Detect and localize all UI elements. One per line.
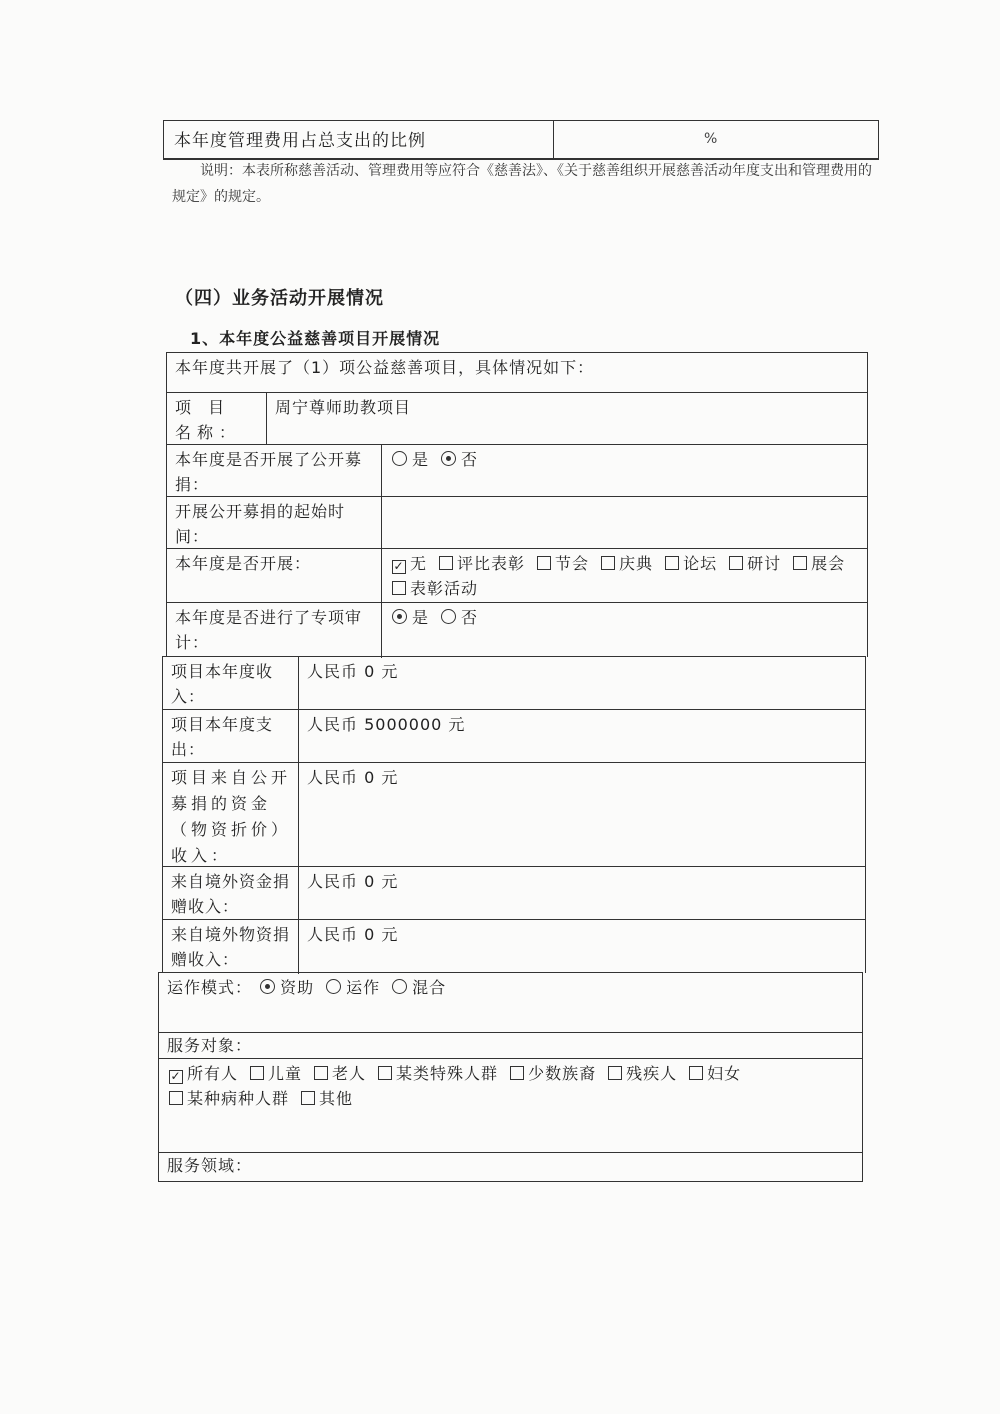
- income-row: [163, 657, 865, 710]
- radio-selected-icon[interactable]: [441, 451, 456, 466]
- expense-label: 项目本年度支出：: [171, 715, 274, 759]
- foreign-goods-value: 人民币 0 元: [307, 925, 399, 944]
- intro-text: 本年度共开展了（1）项公益慈善项目，具体情况如下：: [175, 358, 595, 377]
- radio-empty-icon[interactable]: [392, 979, 407, 994]
- service-target-option-label: 儿童: [268, 1064, 303, 1083]
- checkbox-checked-icon[interactable]: ✓: [393, 559, 405, 573]
- checkbox-empty-icon[interactable]: [729, 556, 743, 570]
- audit-options: [382, 603, 867, 658]
- activities-row: [167, 549, 867, 603]
- foreign-funds-row: [163, 867, 865, 920]
- operation-option-label: 运作: [346, 978, 381, 997]
- checkbox-empty-icon[interactable]: [510, 1066, 524, 1080]
- operation-option-2[interactable]: [390, 975, 446, 1000]
- start-time-value: [382, 497, 867, 548]
- service-target-option-4[interactable]: [508, 1061, 596, 1086]
- activity-option-7[interactable]: [390, 576, 478, 601]
- audit-option-1[interactable]: [439, 605, 478, 630]
- checkbox-empty-icon[interactable]: [665, 556, 679, 570]
- service-field-row: [159, 1153, 862, 1181]
- service-target-option-label: 老人: [332, 1064, 367, 1083]
- checkbox-empty-icon[interactable]: [301, 1091, 315, 1105]
- activity-option-label: 庆典: [619, 554, 654, 573]
- activity-option-label: 无: [410, 554, 428, 573]
- checkbox-empty-icon[interactable]: [250, 1066, 264, 1080]
- public-income-row: [163, 763, 865, 867]
- management-cost-label: 本年度管理费用占总支出的比例: [164, 121, 554, 158]
- service-target-option-6[interactable]: [687, 1061, 741, 1086]
- audit-option-label: 否: [461, 608, 479, 627]
- radio-empty-icon[interactable]: [326, 979, 341, 994]
- project-form-lower: [158, 972, 863, 1182]
- checkbox-empty-icon[interactable]: [314, 1066, 328, 1080]
- management-cost-value: %: [704, 131, 718, 147]
- section-subtitle: 1、本年度公益慈善项目开展情况: [190, 329, 441, 348]
- checkbox-empty-icon[interactable]: [601, 556, 615, 570]
- audit-row: [167, 603, 867, 658]
- public-fundraising-options: [382, 445, 867, 496]
- service-target-label-row: [159, 1033, 862, 1059]
- audit-option-label: 是: [412, 608, 430, 627]
- public-income-label: 项目来自公开募捐的资金（物资折价）收入：: [171, 768, 292, 865]
- public-fundraising-option-label: 否: [461, 450, 479, 469]
- intro-row: [167, 353, 867, 393]
- checkbox-empty-icon[interactable]: [793, 556, 807, 570]
- operation-row: [159, 973, 862, 1033]
- public-income-value: 人民币 0 元: [307, 768, 399, 787]
- public-fundraising-row: [167, 445, 867, 497]
- project-name-row: [167, 393, 867, 445]
- checkbox-empty-icon[interactable]: [392, 581, 406, 595]
- expense-value: 人民币 5000000 元: [307, 715, 466, 734]
- service-target-option-8[interactable]: [299, 1086, 353, 1111]
- service-target-label: 服务对象：: [167, 1036, 253, 1055]
- activity-option-label: 评比表彰: [457, 554, 526, 573]
- activity-option-label: 研讨: [747, 554, 782, 573]
- radio-selected-icon[interactable]: [392, 609, 407, 624]
- activities-options: [382, 549, 867, 602]
- foreign-goods-label: 来自境外物资捐赠收入：: [171, 925, 291, 969]
- audit-option-0[interactable]: [390, 605, 429, 630]
- public-fundraising-option-1[interactable]: [439, 447, 478, 472]
- service-target-option-0[interactable]: [167, 1061, 238, 1086]
- activity-option-label: 节会: [555, 554, 590, 573]
- operation-option-label: 混合: [412, 978, 447, 997]
- service-target-option-7[interactable]: [167, 1086, 289, 1111]
- activities-label: 本年度是否开展：: [175, 554, 312, 573]
- service-target-option-label: 某类特殊人群: [396, 1064, 499, 1083]
- service-target-option-label: 妇女: [707, 1064, 742, 1083]
- activity-option-4[interactable]: [663, 551, 717, 576]
- audit-label: 本年度是否进行了专项审计：: [175, 608, 363, 652]
- start-time-label: 开展公开募捐的起始时间：: [175, 502, 346, 546]
- service-target-option-label: 所有人: [187, 1064, 239, 1083]
- public-fundraising-option-0[interactable]: [390, 447, 429, 472]
- operation-label: 运作模式：: [167, 978, 253, 997]
- activity-option-label: 表彰活动: [410, 579, 479, 598]
- activity-option-2[interactable]: [535, 551, 589, 576]
- activity-option-1[interactable]: [437, 551, 525, 576]
- service-target-option-label: 其他: [319, 1089, 354, 1108]
- activity-option-label: 论坛: [683, 554, 718, 573]
- start-time-row: [167, 497, 867, 549]
- foreign-funds-label: 来自境外资金捐赠收入：: [171, 872, 291, 916]
- project-name-label: 项 目 名称：: [175, 398, 242, 442]
- activity-option-0[interactable]: [390, 551, 427, 576]
- checkbox-empty-icon[interactable]: [378, 1066, 392, 1080]
- service-target-option-label: 少数族裔: [528, 1064, 597, 1083]
- project-form-upper: [166, 352, 868, 657]
- activity-option-3[interactable]: [599, 551, 653, 576]
- income-label: 项目本年度收入：: [171, 662, 274, 706]
- checkbox-empty-icon[interactable]: [537, 556, 551, 570]
- service-target-option-1[interactable]: [248, 1061, 302, 1086]
- radio-selected-icon[interactable]: [260, 979, 275, 994]
- operation-option-label: 资助: [280, 978, 315, 997]
- operation-option-0[interactable]: [258, 975, 314, 1000]
- operation-option-1[interactable]: [324, 975, 380, 1000]
- table-note: 说明：本表所称慈善活动、管理费用等应符合《慈善法》、《关于慈善组织开展慈善活动年度支出和管理费用的规定》的规定。: [172, 163, 872, 205]
- radio-empty-icon[interactable]: [392, 451, 407, 466]
- service-field-label: 服务领域：: [167, 1156, 253, 1175]
- project-form-middle: [162, 656, 866, 973]
- radio-empty-icon[interactable]: [441, 609, 456, 624]
- service-target-option-3[interactable]: [376, 1061, 498, 1086]
- income-value: 人民币 0 元: [307, 662, 399, 681]
- expense-row: [163, 710, 865, 763]
- service-target-option-label: 某种病种人群: [187, 1089, 290, 1108]
- section-title: （四）业务活动开展情况: [175, 288, 384, 309]
- activity-option-label: 展会: [811, 554, 846, 573]
- service-target-options: [159, 1059, 862, 1152]
- checkbox-empty-icon[interactable]: [689, 1066, 703, 1080]
- checkbox-empty-icon[interactable]: [439, 556, 453, 570]
- checkbox-empty-icon[interactable]: [608, 1066, 622, 1080]
- activity-option-6[interactable]: [791, 551, 845, 576]
- service-target-option-2[interactable]: [312, 1061, 366, 1086]
- checkbox-empty-icon[interactable]: [169, 1091, 183, 1105]
- management-cost-table: [163, 120, 879, 160]
- activity-option-5[interactable]: [727, 551, 781, 576]
- checkbox-checked-icon[interactable]: ✓: [170, 1069, 182, 1083]
- project-name-value: 周宁尊师助教项目: [275, 398, 412, 417]
- public-fundraising-label: 本年度是否开展了公开募捐：: [175, 450, 363, 494]
- foreign-funds-value: 人民币 0 元: [307, 872, 399, 891]
- service-target-option-label: 残疾人: [626, 1064, 678, 1083]
- public-fundraising-option-label: 是: [412, 450, 430, 469]
- foreign-goods-row: [163, 920, 865, 974]
- service-target-option-5[interactable]: [606, 1061, 677, 1086]
- service-target-row: [159, 1059, 862, 1153]
- operation-options: [159, 973, 862, 1032]
